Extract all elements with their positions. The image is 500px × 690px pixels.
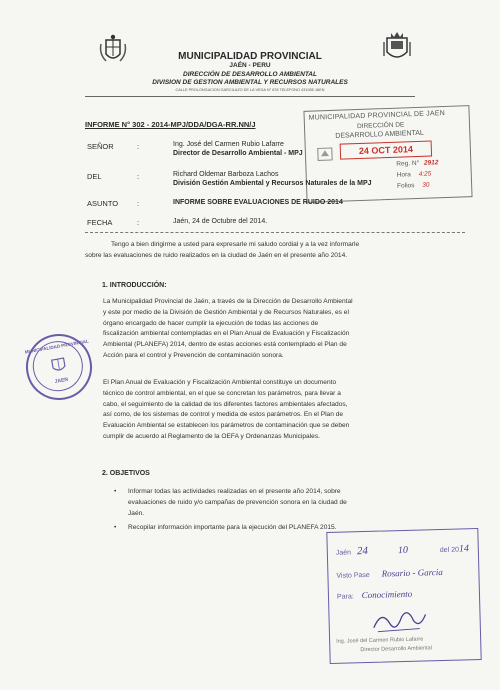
direction-name: DIRECCIÓN DE DESARROLLO AMBIENTAL (183, 71, 317, 78)
section-intro-paragraph-2 (103, 378, 465, 443)
intro-paragraph (85, 240, 467, 262)
list-item (114, 487, 464, 519)
intro-line: sobre las evaluaciones de ruido realizados en la ciudad de Jaén en el presente año 2014. (85, 251, 348, 259)
subject: INFORME SOBRE EVALUACIONES DE RUIDO 2014 (173, 199, 343, 206)
received-date: 24 OCT 2014 (340, 140, 433, 159)
date-colon: : (137, 218, 140, 227)
list-item-line: evaluaciones de ruido y/o campañas de prevención sonora en la ciudad de (128, 498, 347, 506)
header-divider (85, 96, 415, 97)
paragraph-line: Acción para el control y Prevención de contaminación sonora. (103, 351, 284, 359)
paragraph-line: fiscalización ambiental contempladas en el Plan Anual de Evaluación y Fiscalización (103, 330, 350, 338)
to-title: Director de Desarrollo Ambiental - MPJ (173, 150, 303, 157)
routing-pase-row (336, 567, 443, 580)
routing-day: 24 (356, 544, 369, 558)
list-item-line: Jaén. (128, 509, 145, 517)
to-label: SEÑOR (87, 142, 114, 151)
routing-para-label: Para: (336, 593, 354, 601)
bullet: • (114, 524, 117, 532)
hora-value: 4:25 (418, 170, 432, 178)
address-line: CALLE PROLONGACION GARCILAZO DE LA VEGA N° 878 TELEFONO 431085 JAEN (175, 88, 325, 92)
from-title: División Gestión Ambiental y Recursos Naturales de la MPJ (173, 180, 372, 187)
routing-para-row (337, 589, 412, 601)
paragraph-line: órgano encargado de hacer cumplir la ejecución de todas las acciones de (103, 319, 319, 327)
reg-row (396, 159, 438, 167)
routing-pase-value: Rosario - Garcia (381, 566, 443, 579)
received-stamp-org: MUNICIPALIDAD PROVINCIAL DE JAEN (308, 109, 446, 122)
from-colon: : (137, 172, 140, 181)
reg-value: 2912 (423, 159, 439, 167)
paragraph-line: cumplir de acuerdo al Reglamento de la OEFA y Ordenanzas Municipales. (103, 432, 320, 440)
folios-label: Folios (397, 182, 415, 190)
seal-bottom-text: JAEN (54, 376, 69, 385)
municipal-seal (21, 329, 97, 405)
paragraph-line: Evaluación Ambiental se establecen los parámetros de contaminación que se deben (103, 422, 350, 430)
received-stamp (303, 105, 472, 203)
from-name: Richard Oldemar Barboza Lachos (173, 171, 279, 178)
subject-label: ASUNTO (87, 199, 119, 208)
seal-top-text: MUNICIPALIDAD PROVINCIAL (24, 338, 90, 355)
received-stamp-dept: DESARROLLO AMBIENTAL (335, 129, 424, 140)
paragraph-line: así como, de los sistemas de control y medida de estos parámetros. En el Plan de (103, 411, 344, 419)
section-objectives-title: 2. OBJETIVOS (102, 470, 150, 477)
section-intro-title: 1. INTRODUCCIÓN: (102, 282, 167, 289)
meta-divider (85, 232, 465, 233)
routing-para-value: Conocimiento (361, 588, 413, 601)
from-label: DEL (87, 172, 102, 181)
folios-value: 30 (422, 181, 430, 189)
date-label: FECHA (87, 218, 113, 227)
seal-emblem-icon (48, 355, 69, 376)
bullet: • (114, 488, 117, 495)
folios-row (397, 182, 430, 190)
stamp-emblem-icon (316, 145, 335, 164)
signature-icon (369, 606, 430, 636)
document-reference: INFORME N° 302 - 2014-MPJ/DDA/DGA-RR.NN/J (85, 120, 256, 129)
paragraph-line: La Municipalidad Provincial de Jaén, a través de la Dirección de Desarrollo Ambiental (103, 298, 353, 305)
paragraph-line: técnico de control ambiental, en el que se concretan los parámetros, para llevar a (103, 389, 341, 397)
paragraph-line: cabo, el seguimiento de la calidad de los diferentes factores ambientales afectados, (103, 400, 348, 408)
reg-label: Reg. N° (396, 159, 420, 168)
division-name: DIVISION DE GESTION AMBIENTAL Y RECURSOS NATURALES (152, 79, 348, 86)
location: JAÉN - PERU (229, 62, 271, 69)
paragraph-line: y este por medio de la División de Gestión Ambiental y de Recursos Naturales, es el (103, 308, 349, 316)
to-colon: : (137, 142, 140, 151)
organization-name: MUNICIPALIDAD PROVINCIAL (178, 51, 322, 62)
routing-year-label: del 20 (439, 546, 460, 555)
to-name: Ing. José del Carmen Rubio Lafarre (173, 141, 284, 148)
objectives-list (114, 487, 464, 534)
section-intro-paragraph-1 (103, 297, 465, 362)
routing-date-row (336, 542, 469, 557)
routing-pase-label: Visto Pase (336, 571, 370, 580)
routing-year: 14 (458, 543, 470, 555)
routing-date-label: Jaén (335, 549, 352, 557)
paragraph-line: Ambiental (PLANEFA) 2014, dentro de estas acciones está contemplado el Plan de (103, 341, 347, 349)
paragraph-line: El Plan Anual de Evaluación y Fiscalización Ambiental constituye un documento (103, 379, 337, 386)
received-stamp-dir: DIRECCIÓN DE (356, 121, 405, 131)
list-item-line: Informar todas las actividades realizadas en el presente año 2014, sobre (128, 488, 341, 495)
intro-line: Tengo a bien dirigirme a usted para expresarle mi saludo cordial y a la vez informarle (111, 241, 360, 248)
signer-name: Ing. José del Carmen Rubio Lafarre (336, 636, 424, 645)
document-date: Jaén, 24 de Octubre del 2014. (173, 218, 268, 225)
routing-month: 10 (397, 544, 409, 557)
routing-stamp (326, 528, 481, 664)
hora-row (397, 171, 432, 179)
subject-colon: : (137, 199, 140, 208)
list-item-line: Recopilar información importante para la ejecución del PLANEFA 2015. (128, 524, 337, 532)
hora-label: Hora (396, 171, 411, 179)
signer-title: Director Desarrollo Ambiental (360, 645, 432, 654)
